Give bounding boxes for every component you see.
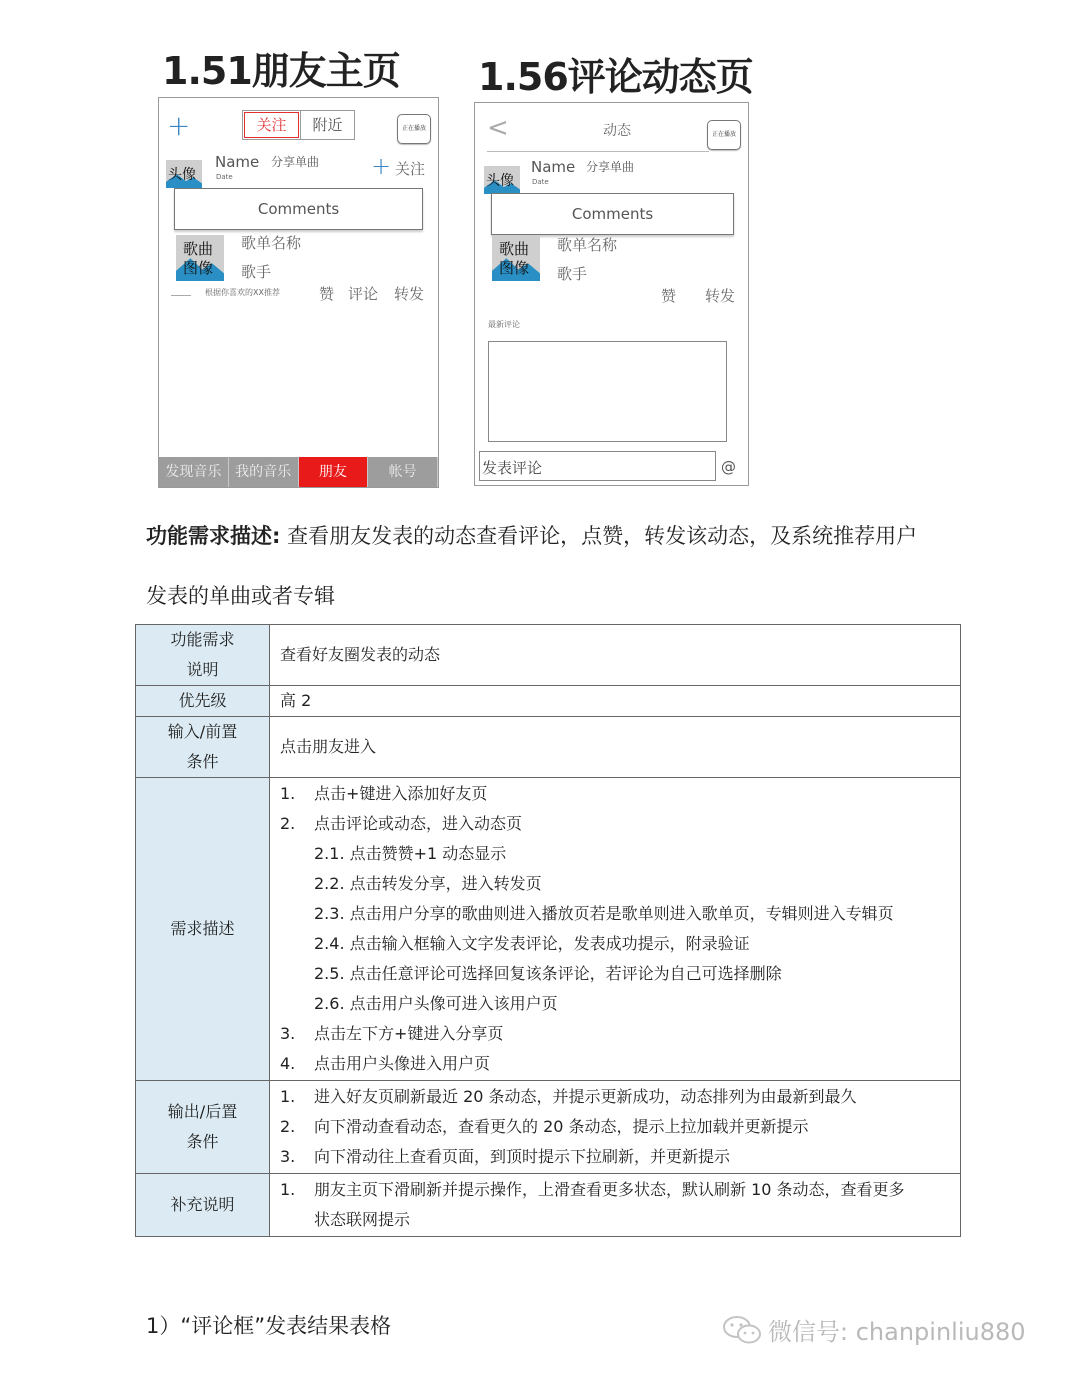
add-friend-plus-icon[interactable]: + — [167, 109, 191, 142]
item-number: 2. — [280, 1117, 296, 1136]
avatar[interactable] — [484, 166, 520, 194]
item-number: 4. — [280, 1054, 296, 1073]
item-text: 2.1. 点击赞赞+1 动态显示 — [314, 844, 507, 863]
tab-account[interactable]: 帐号 — [368, 457, 438, 487]
row-header: 优先级 — [136, 686, 270, 717]
item-text: 点击左下方+键进入分享页 — [314, 1024, 504, 1043]
song-cover[interactable] — [492, 235, 540, 281]
item-text: 2.4. 点击输入框输入文字发表评论，发表成功提示，附录验证 — [314, 934, 750, 953]
item-number: 1. — [280, 784, 296, 803]
follow-nearby-toggle — [242, 110, 355, 140]
item-text: 点击用户头像进入用户页 — [314, 1054, 491, 1073]
cover-label-1: 歌曲 — [183, 240, 214, 258]
singer: 歌手 — [557, 265, 588, 283]
item-number: 2. — [280, 814, 296, 833]
avatar-label: 头像 — [168, 167, 196, 183]
requirements-table — [135, 624, 961, 1237]
user-name[interactable]: Name — [531, 158, 576, 176]
share-song-label: 分享单曲 — [271, 155, 320, 169]
page-title: 动态 — [603, 123, 631, 139]
list-item — [280, 1175, 950, 1205]
output-list — [270, 1081, 961, 1174]
post-comment-input[interactable] — [479, 451, 716, 481]
tab-friends[interactable]: 朋友 — [299, 457, 369, 487]
tab-nearby[interactable]: 附近 — [300, 111, 354, 139]
row-header — [136, 1081, 270, 1174]
list-item — [280, 899, 950, 929]
item-text: 2.6. 点击用户头像可进入该用户页 — [314, 994, 558, 1013]
friends-home-mockup — [158, 97, 439, 488]
recommend-text: 根据你喜欢的XX推荐 — [205, 288, 280, 297]
tab-my-music[interactable]: 我的音乐 — [229, 457, 299, 487]
item-number: 1. — [280, 1087, 296, 1106]
like-button[interactable]: 赞 — [661, 287, 677, 305]
item-number — [280, 1205, 314, 1235]
item-text: 点击评论或动态，进入动态页 — [314, 814, 523, 833]
item-text: 2.5. 点击任意评论可选择回复该条评论，若评论为自己可选择删除 — [314, 964, 782, 983]
table-row — [136, 686, 961, 717]
list-item — [280, 1082, 950, 1112]
row-value: 高 2 — [270, 686, 961, 717]
table-row — [136, 1174, 961, 1237]
footer-caption: 1）“评论框”发表结果表格 — [146, 1314, 392, 1338]
list-item — [280, 1205, 950, 1235]
list-item — [280, 1112, 950, 1142]
row-value: 查看好友圈发表的动态 — [270, 625, 961, 686]
table-row — [136, 717, 961, 778]
list-item — [280, 929, 950, 959]
comments-box[interactable]: Comments — [491, 193, 734, 235]
list-item — [280, 839, 950, 869]
wechat-logo-icon — [722, 1315, 762, 1345]
item-number: 1. — [280, 1180, 296, 1199]
row-header — [136, 717, 270, 778]
cover-label-2: 图像 — [183, 259, 214, 277]
divider — [171, 295, 191, 296]
cover-label-1: 歌曲 — [499, 240, 530, 258]
comment-button[interactable]: 评论 — [348, 285, 379, 303]
row-value: 点击朋友进入 — [270, 717, 961, 778]
forward-button[interactable]: 转发 — [394, 285, 425, 303]
now-playing-button[interactable]: 正在播放 — [397, 114, 431, 144]
row-header: 补充说明 — [136, 1174, 270, 1237]
header-divider — [487, 151, 709, 152]
user-name[interactable]: Name — [215, 153, 260, 171]
extra-notes-list — [270, 1174, 961, 1237]
list-item — [280, 989, 950, 1019]
list-item — [280, 959, 950, 989]
item-text: 进入好友页刷新最近 20 条动态，并提示更新成功，动态排列为由最新到最久 — [314, 1087, 857, 1106]
title-comment-page: 1.56评论动态页 — [478, 55, 753, 99]
avatar-label: 头像 — [486, 173, 514, 189]
item-text: 朋友主页下滑刷新并提示操作，上滑查看更多状态，默认刷新 10 条动态，查看更多 — [314, 1180, 905, 1199]
table-row — [136, 625, 961, 686]
now-playing-button[interactable]: 正在播放 — [707, 120, 741, 150]
comments-list-area — [488, 341, 727, 442]
item-text: 状态联网提示 — [314, 1210, 411, 1229]
playlist-name: 歌单名称 — [557, 236, 618, 254]
description-label: 功能需求描述: — [146, 524, 281, 548]
requirements-list — [270, 778, 961, 1081]
comments-box[interactable]: Comments — [174, 188, 423, 230]
latest-comments-label: 最新评论 — [488, 320, 520, 329]
list-item — [280, 779, 950, 809]
comment-page-mockup — [474, 102, 749, 486]
list-item — [280, 1142, 950, 1172]
post-date: Date — [216, 173, 233, 181]
like-button[interactable]: 赞 — [319, 285, 335, 303]
wechat-watermark — [722, 1312, 1026, 1347]
back-chevron-icon[interactable]: < — [487, 113, 509, 143]
avatar[interactable] — [166, 160, 202, 188]
item-text: 向下滑动往上查看页面，到顶时提示下拉刷新，并更新提示 — [314, 1147, 731, 1166]
table-row — [136, 1081, 961, 1174]
header-text: 输出/后置条件 — [167, 1102, 238, 1151]
playlist-name: 歌单名称 — [241, 234, 302, 252]
header-text: 输入/前置条件 — [167, 722, 238, 771]
item-number: 3. — [280, 1147, 296, 1166]
follow-button[interactable]: 关注 — [395, 160, 426, 178]
header-text: 功能需求说明 — [170, 630, 235, 679]
tab-discover-music[interactable]: 发现音乐 — [159, 457, 229, 487]
list-item — [280, 1049, 950, 1079]
item-text: 2.2. 点击转发分享，进入转发页 — [314, 874, 542, 893]
post-date: Date — [532, 178, 549, 186]
song-cover[interactable] — [176, 235, 224, 281]
item-text: 2.3. 点击用户分享的歌曲则进入播放页若是歌单则进入歌单页，专辑则进入专辑页 — [314, 904, 894, 923]
tab-follow[interactable]: 关注 — [244, 112, 299, 138]
bottom-tab-bar — [159, 457, 438, 487]
list-item — [280, 809, 950, 839]
row-header — [136, 625, 270, 686]
watermark-text: 微信号: chanpinliu880 — [768, 1318, 1026, 1346]
item-number: 3. — [280, 1024, 296, 1043]
share-song-label: 分享单曲 — [586, 160, 635, 174]
singer: 歌手 — [241, 263, 272, 281]
post-comment-placeholder: 发表评论 — [482, 459, 543, 477]
cover-label-2: 图像 — [499, 259, 530, 277]
description-text-1: 查看朋友发表的动态查看评论，点赞，转发该动态，及系统推荐用户 — [280, 524, 918, 548]
row-header: 需求描述 — [136, 778, 270, 1081]
item-text: 点击+键进入添加好友页 — [314, 784, 488, 803]
description-line-2: 发表的单曲或者专辑 — [146, 584, 335, 608]
list-item — [280, 869, 950, 899]
title-friends-home: 1.51朋友主页 — [162, 49, 400, 93]
table-row — [136, 778, 961, 1081]
forward-button[interactable]: 转发 — [705, 287, 736, 305]
list-item — [280, 1019, 950, 1049]
item-text: 向下滑动查看动态，查看更久的 20 条动态，提示上拉加载并更新提示 — [314, 1117, 809, 1136]
follow-plus-icon[interactable]: + — [371, 152, 392, 180]
at-mention-icon[interactable]: @ — [721, 458, 736, 476]
description-line-1 — [146, 520, 966, 550]
